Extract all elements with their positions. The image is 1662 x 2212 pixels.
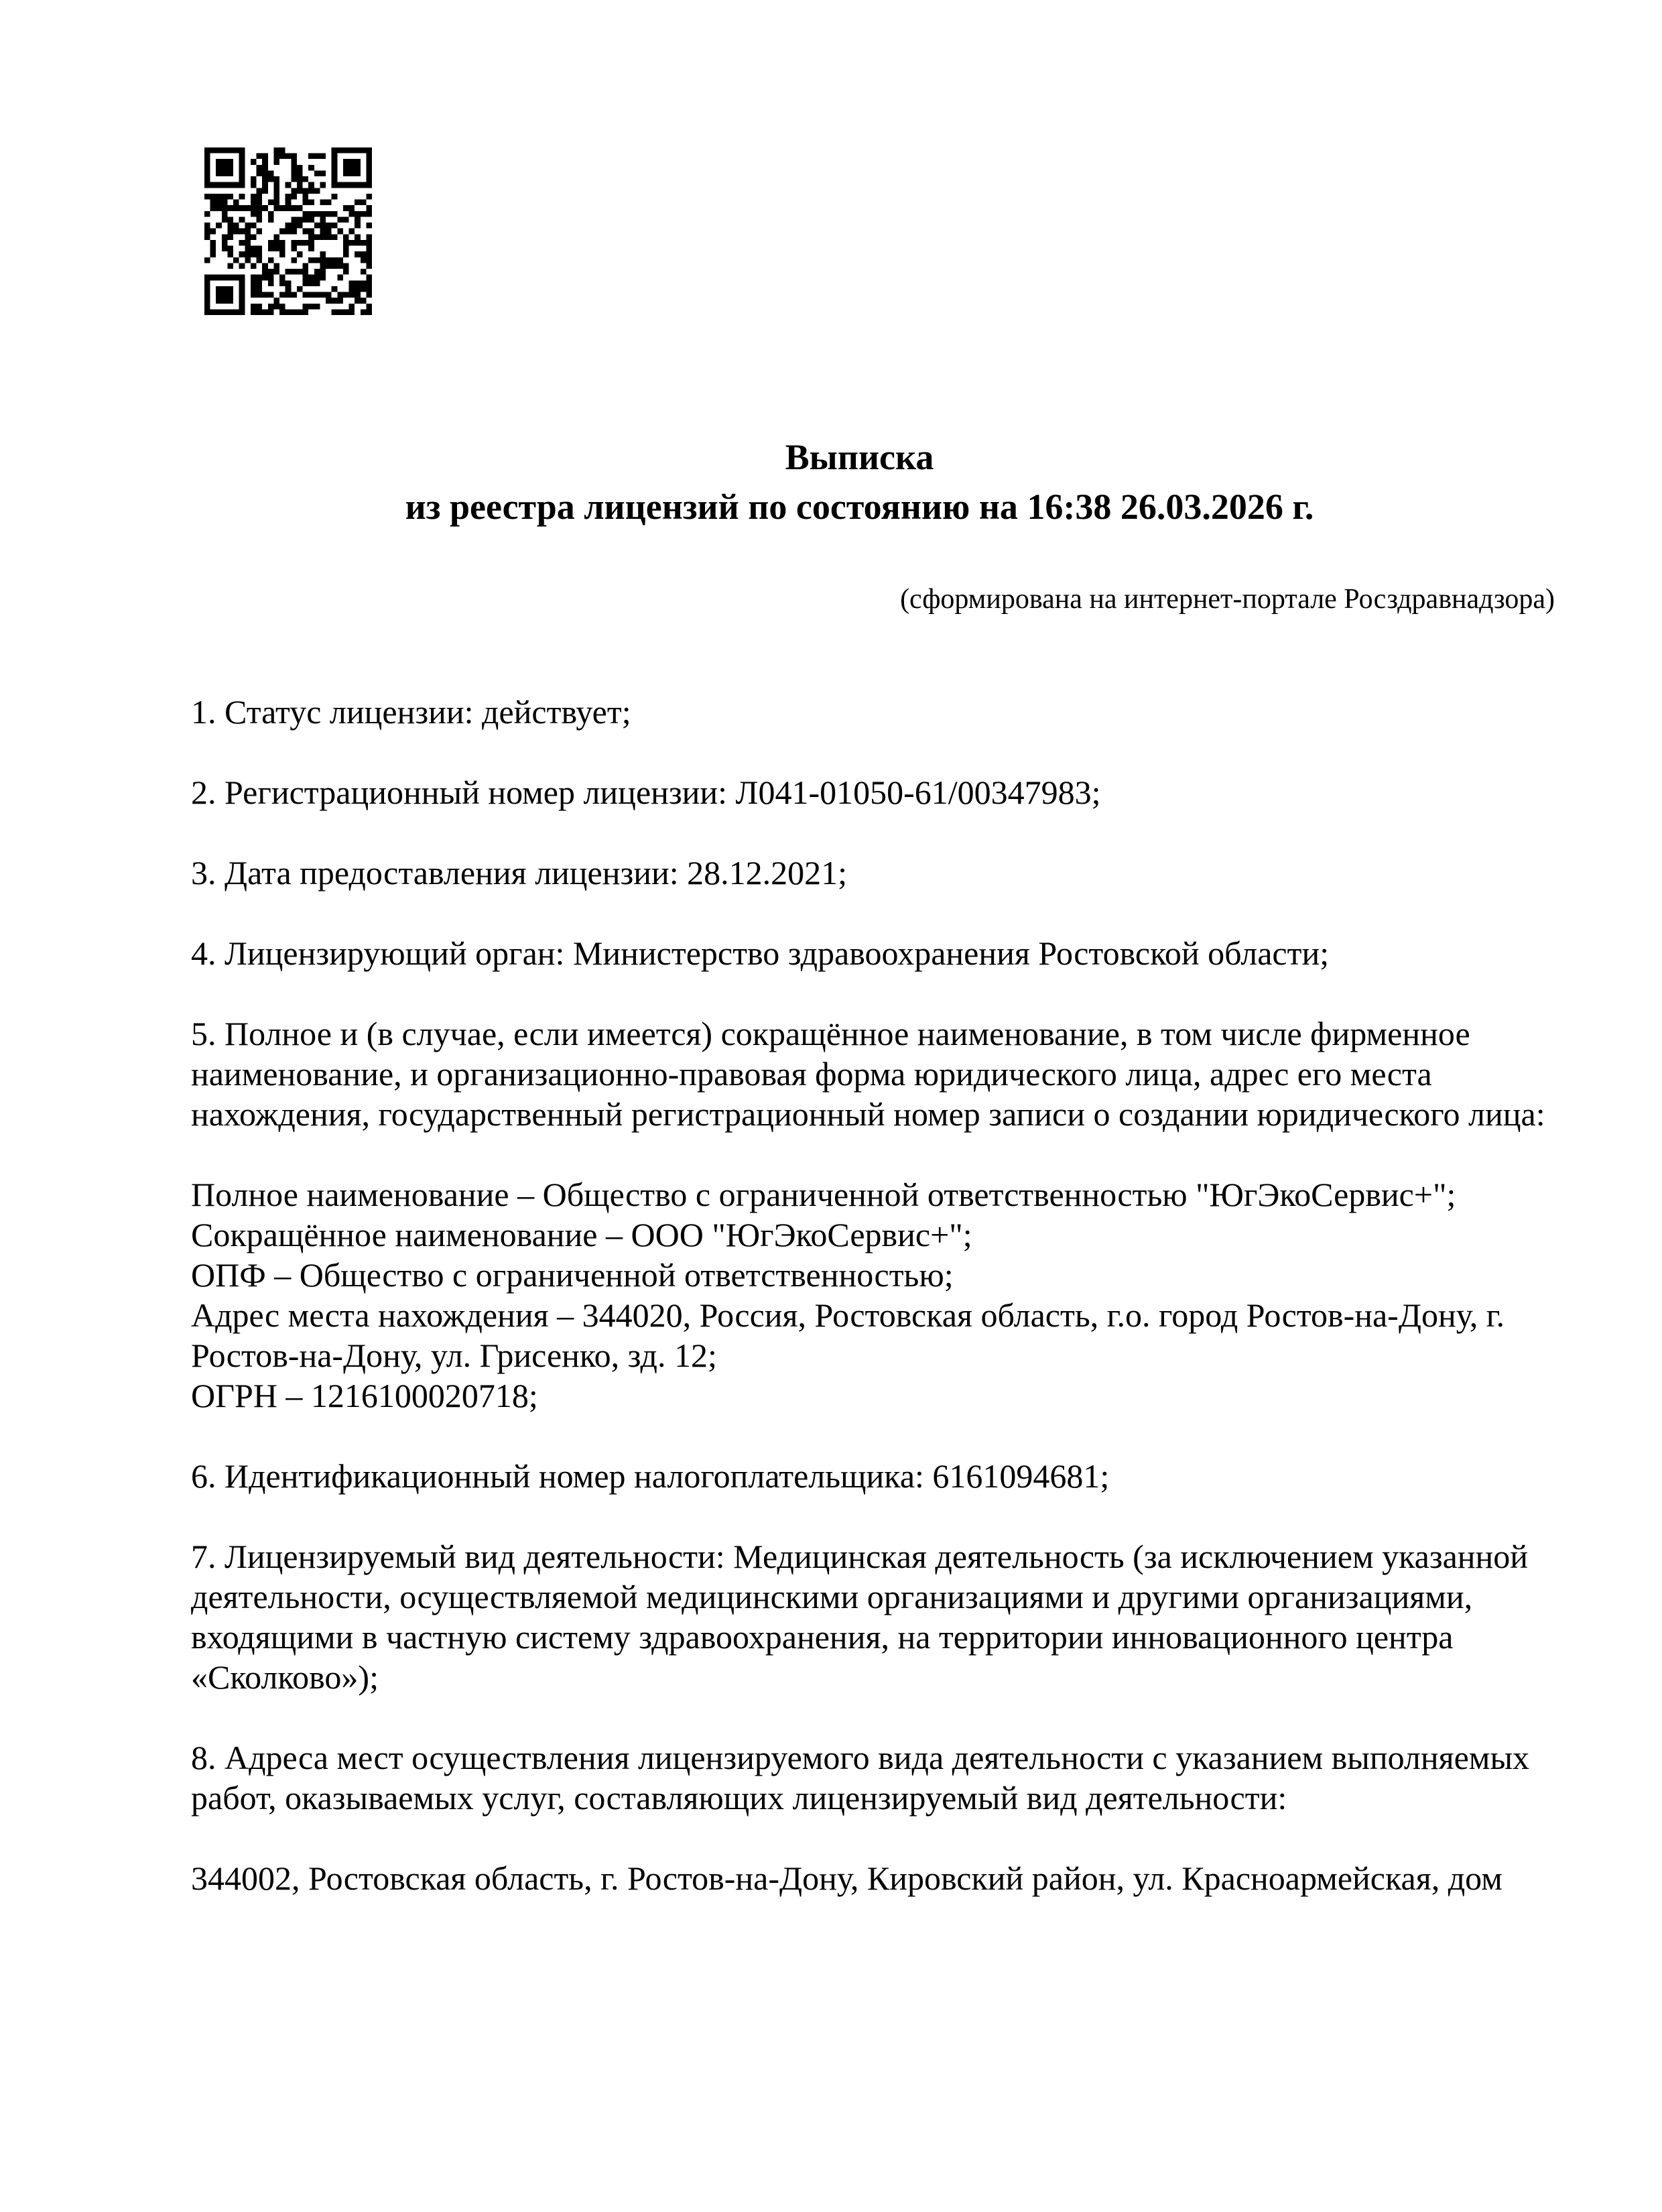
taxpayer-id [191, 1456, 1555, 1496]
activity-addresses-heading [191, 1737, 1555, 1818]
entity-details-line: Адрес места нахождения – 344020, Россия, Ростовская область, г.о. город Ростов-на-Дону, г. Ростов-на-Дону, ул. Грисенко, зд. 12; [191, 1296, 1505, 1374]
entity-details-line: Сокращённое наименование – ООО "ЮгЭкоСервис+"; [191, 1216, 972, 1253]
license-grant-date [191, 853, 1555, 893]
entity-details-line: ОГРН – 1216100020718; [191, 1377, 538, 1414]
licensing-authority-line: 4. Лицензирующий орган: Министерство здравоохранения Ростовской области; [191, 934, 1330, 972]
document-subtitle: (сформирована на интернет-портале Росздравнадзора) [900, 584, 1555, 615]
licensing-authority [191, 933, 1555, 973]
license-status-line: 1. Статус лицензии: действует; [191, 693, 631, 731]
page-title-date-line: из реестра лицензий по состоянию на 16:38 26.03.2026 г. [405, 487, 1314, 527]
license-registration-number [191, 772, 1555, 812]
license-status [191, 692, 1555, 732]
entity-details-line: Полное наименование – Общество с ограниченной ответственностью "ЮгЭкоСервис+"; [191, 1176, 1456, 1213]
document-body [191, 692, 1555, 1939]
document-title-block [164, 432, 1555, 532]
qr-code-icon [204, 147, 372, 315]
entity-info-heading [191, 1013, 1555, 1134]
activity-address-line: 344002, Ростовская область, г. Ростов-на-Дону, Кировский район, ул. Красноармейская, дом [191, 1859, 1503, 1897]
qr-code-image [204, 147, 372, 315]
entity-details-line: ОПФ – Общество с ограниченной ответственностью; [191, 1256, 954, 1294]
license-registration-number-line: 2. Регистрационный номер лицензии: Л041-01050-61/00347983; [191, 774, 1101, 811]
page-title: Выписка [785, 437, 934, 477]
taxpayer-id-line: 6. Идентификационный номер налогоплательщика: 6161094681; [191, 1457, 1110, 1495]
licensed-activity [191, 1536, 1555, 1697]
license-grant-date-line: 3. Дата предоставления лицензии: 28.12.2021; [191, 854, 848, 892]
licensed-activity-line: 7. Лицензируемый вид деятельности: Медицинская деятельность (за исключением указанной деятельности, осуществляемой медицинскими организациями и другими организациями, входящими в частную систему здравоохранения, на территории инновационного центра «Сколково»); [191, 1538, 1529, 1696]
activity-addresses-heading-line: 8. Адреса мест осуществления лицензируемого вида деятельности с указанием выполняемых работ, оказываемых услуг, составляющих лицензируемый вид деятельности: [191, 1739, 1530, 1817]
entity-details [191, 1174, 1555, 1416]
entity-info-heading-line: 5. Полное и (в случае, если имеется) сокращённое наименование, в том числе фирменное наименование, и организационно-правовая форма юридического лица, адрес его места нахождения, государственный регистрационный номер записи о создании юридического лица: [191, 1015, 1545, 1133]
activity-address [191, 1858, 1555, 1898]
